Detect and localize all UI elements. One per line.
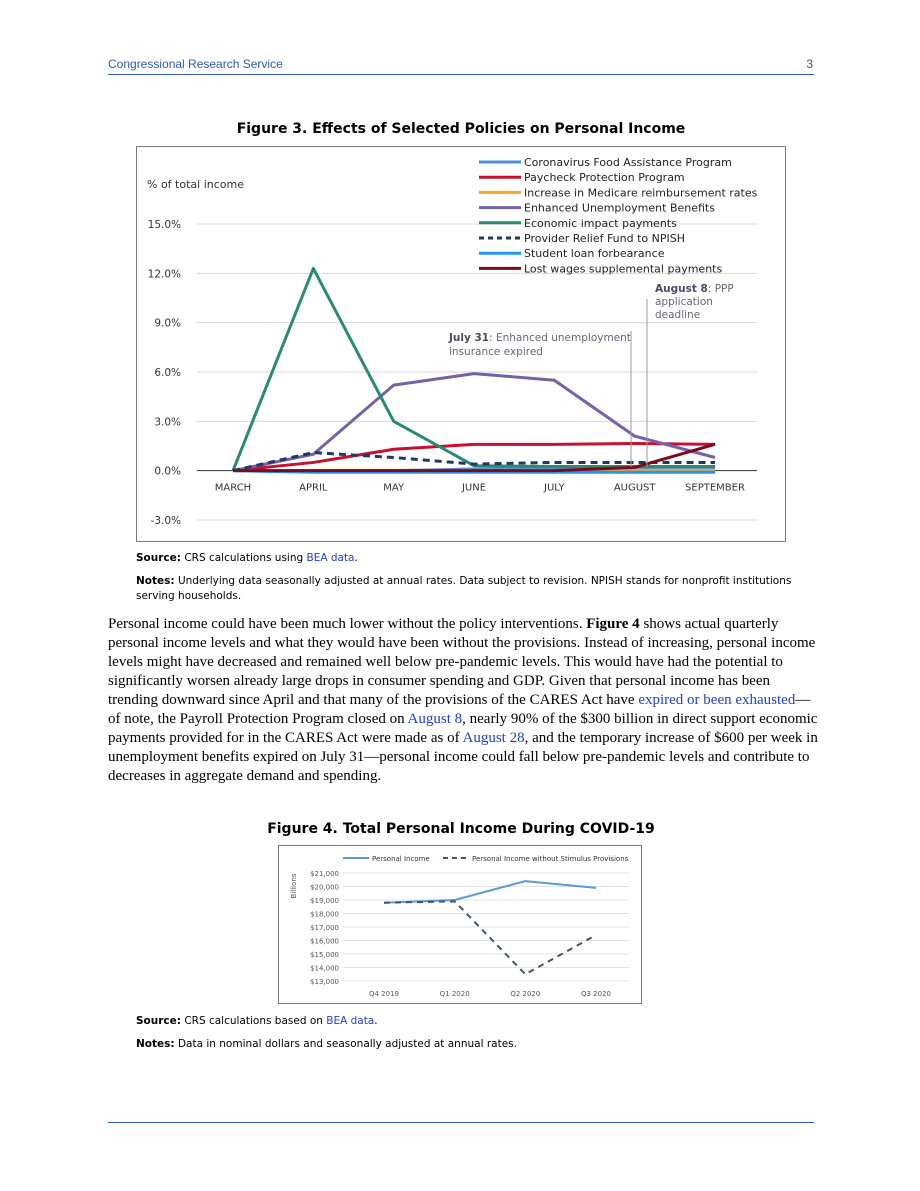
- expired-link[interactable]: expired or been exhausted: [638, 692, 796, 708]
- figure4-title: Figure 4. Total Personal Income During COVID-19: [267, 821, 655, 837]
- fig4-legend-label: Personal Income: [372, 855, 430, 863]
- page-number: 3: [806, 57, 813, 71]
- header-publisher: Congressional Research Service: [108, 57, 283, 71]
- figure3-source: [136, 551, 796, 566]
- figure3-notes: [136, 574, 796, 604]
- fig3-annotation-july31: July 31: Enhanced unemployment: [449, 332, 631, 344]
- fig3-annotation-july31-line2: insurance expired: [449, 346, 543, 358]
- fig4-ytick-label: $21,000: [310, 870, 339, 878]
- figure4-reference: Figure 4: [586, 616, 640, 632]
- fig4-ytick-label: $17,000: [310, 924, 339, 932]
- para-part-2: shows actual quarterly personal income levels and what they would have been without the provisions. Instead of increasing, personal income levels might have decreased and remained well below pre-pandemic levels. This would have had the potential to significantly worsen already large drops in consumer spending and GDP. Given that personal income has been trending downward since April and that many of the provisions of the CARES Act have: [108, 616, 816, 708]
- figure4-notes-label: Notes:: [136, 1038, 175, 1050]
- para-part-5: , and the temporary increase of $600 per week in unemployment benefits expired on July 31—personal income could fall below pre-pandemic levels and contribute to decreases in aggregate demand and spending.: [108, 730, 818, 784]
- figure4-source-label: Source:: [136, 1015, 181, 1027]
- figure3-title: Figure 3. Effects of Selected Policies on Personal Income: [236, 121, 686, 137]
- fig3-legend-label: Coronavirus Food Assistance Program: [524, 156, 732, 169]
- fig4-xtick-label: Q4 2019: [368, 990, 400, 998]
- fig3-legend-label: Provider Relief Fund to NPISH: [524, 232, 685, 245]
- fig3-series-line: [233, 374, 715, 471]
- figure4-notes-text: Data in nominal dollars and seasonally adjusted at annual rates.: [177, 1038, 517, 1050]
- figure3-bea-link[interactable]: BEA data: [306, 552, 355, 564]
- fig3-xtick-label: JULY: [544, 482, 565, 494]
- fig4-ytick-label: $15,000: [310, 951, 339, 959]
- fig4-ytick-label: $19,000: [310, 897, 339, 905]
- fig3-ytick-label: 3.0%: [154, 416, 181, 429]
- figure4-source: [136, 1014, 796, 1029]
- fig3-xtick-label: MARCH: [214, 482, 252, 494]
- fig3-annotation-aug8-line3: deadline: [655, 309, 701, 321]
- para-part-3: —of note, the Payroll Protection Program closed on: [108, 692, 811, 727]
- figure4-source-text: CRS calculations based on: [184, 1015, 327, 1027]
- fig3-xtick-label: AUGUST: [613, 482, 656, 494]
- figure4-bea-link[interactable]: BEA data: [326, 1015, 375, 1027]
- fig4-ytick-label: $20,000: [310, 883, 339, 892]
- figure4-source-end: .: [374, 1015, 378, 1027]
- fig3-series-line: [233, 268, 715, 470]
- fig3-legend-label: Student loan forbearance: [524, 247, 665, 261]
- figure3-source-text: CRS calculations using: [184, 552, 307, 564]
- figure4-chart: [278, 845, 642, 1004]
- fig3-legend-label: Lost wages supplemental payments: [524, 262, 723, 276]
- fig3-legend-label: Economic impact payments: [524, 216, 677, 230]
- fig3-legend-label: Increase in Medicare reimbursement rates: [524, 186, 758, 200]
- fig3-legend-label: Enhanced Unemployment Benefits: [524, 201, 715, 215]
- para-part-1: Personal income could have been much lower without the policy interventions.: [108, 616, 587, 632]
- fig4-xtick-label: Q3 2020: [580, 990, 612, 998]
- fig4-ytick-label: $16,000: [310, 937, 339, 946]
- header-rule: [108, 74, 814, 75]
- figure3-svg: [137, 147, 785, 541]
- fig3-xtick-label: APRIL: [299, 482, 328, 494]
- figure3-chart: [136, 146, 786, 542]
- fig4-ytick-label: $18,000: [310, 910, 339, 919]
- fig3-ylabel: % of total income: [147, 178, 244, 191]
- figure3-source-end: .: [354, 552, 358, 564]
- fig4-legend-label: Personal Income without Stimulus Provisions: [472, 855, 629, 863]
- fig3-xtick-label: JUNE: [461, 482, 487, 494]
- para-part-4: , nearly 90% of the $300 billion in direct support economic payments provided for in the CARES Act were made as of: [108, 711, 818, 746]
- figure3-source-label: Source:: [136, 552, 181, 564]
- running-header: [108, 57, 813, 74]
- figure4-svg: [279, 846, 641, 1003]
- fig3-ytick-label: 12.0%: [147, 268, 181, 281]
- fig4-ytick-label: $14,000: [310, 964, 339, 973]
- fig3-ytick-label: 0.0%: [154, 465, 181, 478]
- fig3-annotation-aug8: August 8: PPP: [655, 283, 734, 295]
- figure3-notes-text: Underlying data seasonally adjusted at annual rates. Data subject to revision. NPISH stands for nonprofit institutions serving households.: [136, 575, 792, 602]
- fig3-legend-label: Paycheck Protection Program: [524, 171, 685, 185]
- footer-rule: [108, 1122, 814, 1123]
- fig3-xtick-label: MAY: [383, 482, 405, 494]
- fig3-ytick-label: 6.0%: [154, 367, 181, 379]
- fig4-series-line: [384, 881, 596, 903]
- fig3-annotation-aug8-line2: application: [655, 296, 713, 308]
- body-paragraph: [108, 615, 818, 786]
- fig4-ytick-label: $13,000: [310, 978, 339, 986]
- fig4-series-line: [384, 901, 596, 974]
- figure4-notes: [136, 1037, 796, 1052]
- fig3-ytick-label: -3.0%: [150, 515, 181, 527]
- fig4-xtick-label: Q1 2020: [439, 990, 470, 998]
- figure3-notes-label: Notes:: [136, 575, 175, 587]
- fig3-xtick-label: SEPTEMBER: [685, 482, 745, 494]
- august28-link[interactable]: August 28: [462, 730, 525, 746]
- fig3-ytick-label: 15.0%: [147, 219, 181, 231]
- fig4-xtick-label: Q2 2020: [510, 990, 541, 998]
- fig3-ytick-label: 9.0%: [154, 317, 181, 330]
- august8-link[interactable]: August 8: [407, 711, 463, 727]
- fig4-ylabel: Billions: [290, 873, 298, 899]
